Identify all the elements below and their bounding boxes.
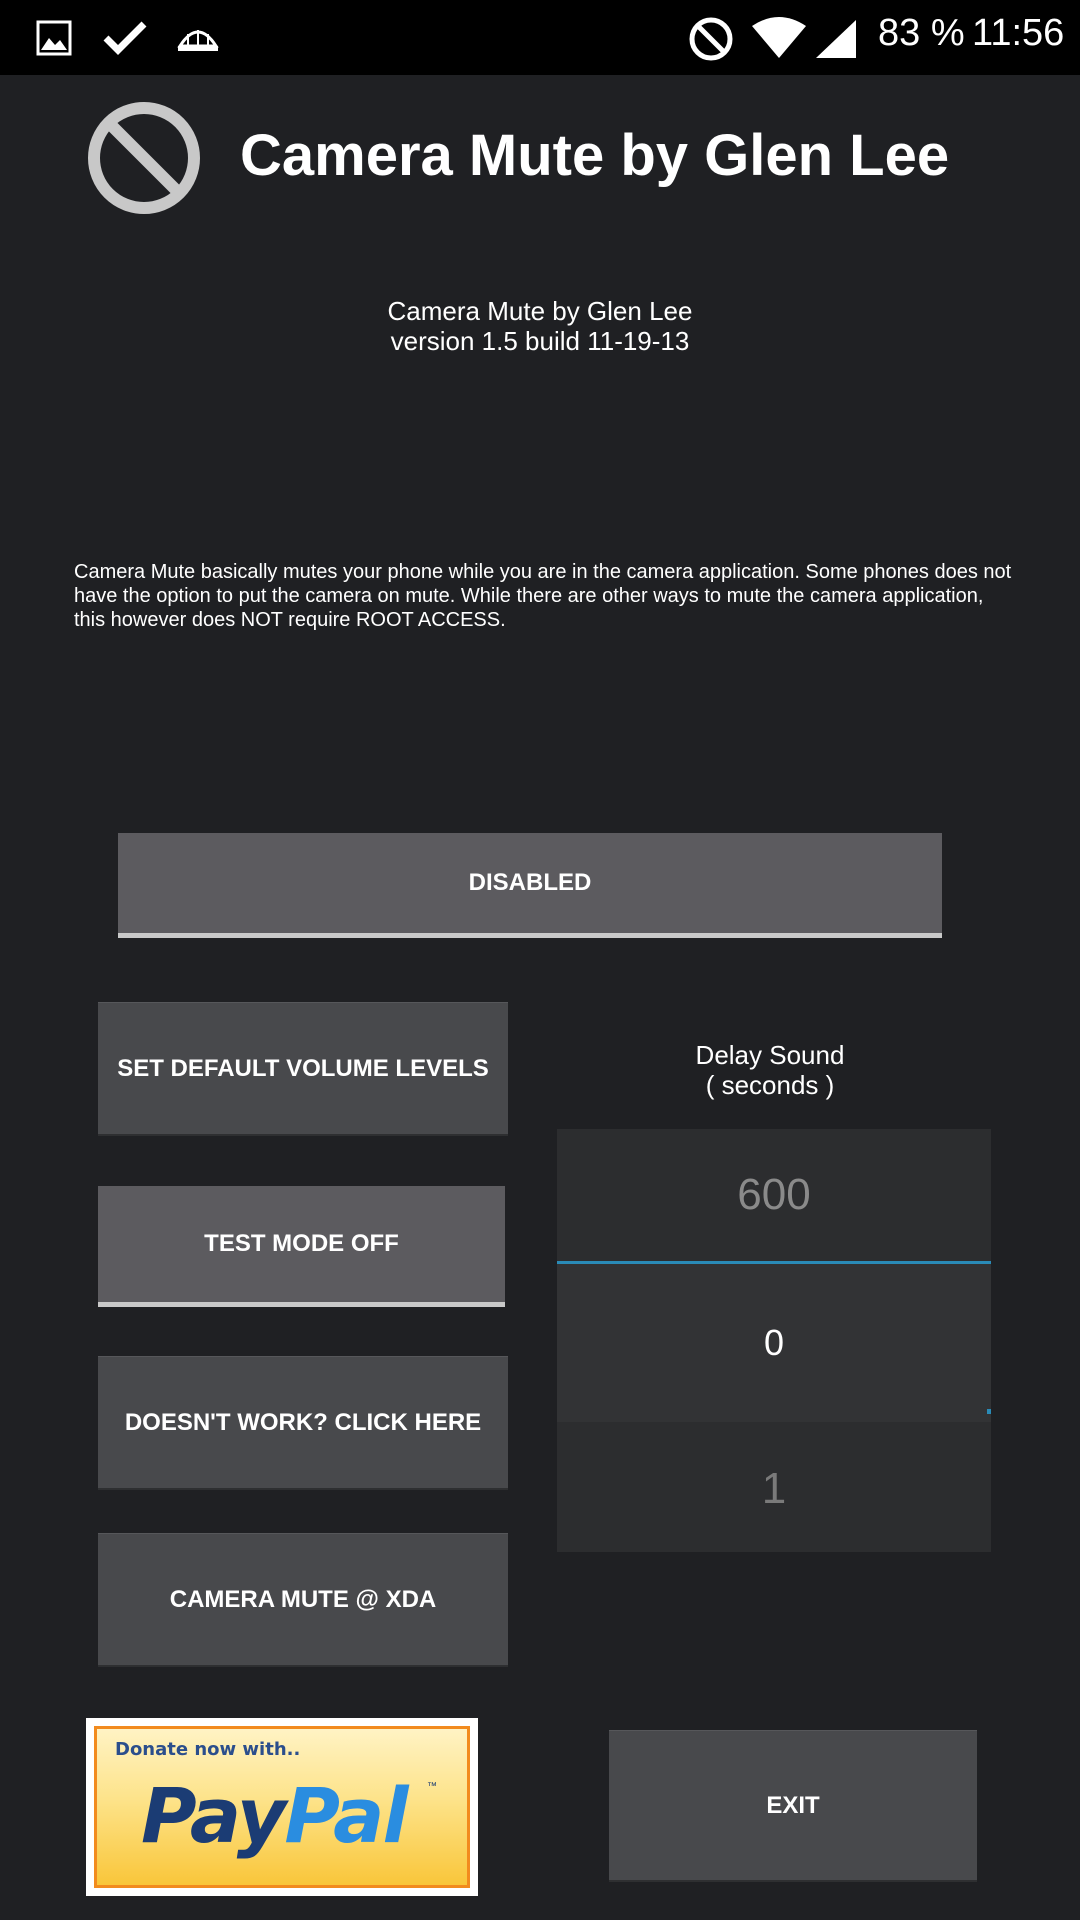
check-icon <box>102 20 148 61</box>
delay-number-picker[interactable] <box>557 1129 991 1552</box>
paypal-banner <box>94 1726 470 1888</box>
picker-divider-bottom <box>987 1409 991 1414</box>
paypal-logo-pal: Pal <box>284 1771 407 1860</box>
wifi-icon <box>750 16 808 65</box>
android-icon <box>176 24 220 59</box>
battery-percent: 83 % <box>878 12 965 54</box>
delay-sound-title: Delay Sound <box>695 1040 845 1070</box>
delay-sound-label <box>558 1040 982 1100</box>
signal-icon <box>814 18 858 65</box>
gallery-icon <box>36 20 72 61</box>
clock: 11:56 <box>972 12 1065 54</box>
exit-button[interactable]: EXIT <box>609 1730 977 1882</box>
picker-previous-value[interactable]: 600 <box>557 1129 991 1261</box>
app-title: Camera Mute by Glen Lee <box>240 123 950 188</box>
doesnt-work-button[interactable]: DOESN'T WORK? CLICK HERE <box>98 1356 508 1490</box>
about-app-name: Camera Mute by Glen Lee <box>387 296 693 326</box>
paypal-trademark: ™ <box>427 1781 437 1792</box>
mute-circle-icon <box>86 100 202 216</box>
picker-next-value[interactable]: 1 <box>557 1425 991 1552</box>
paypal-logo <box>141 1771 407 1860</box>
do-not-disturb-icon <box>688 16 734 67</box>
app-description: Camera Mute basically mutes your phone while you are in the camera application. Some phones does not have the option to put the camera on mute. While there are other ways to mute the camera application, this however does NOT require ROOT ACCESS. <box>74 561 1012 631</box>
about-version: version 1.5 build 11-19-13 <box>390 326 690 356</box>
delay-sound-unit: ( seconds ) <box>705 1070 835 1100</box>
paypal-donate-button[interactable] <box>86 1718 478 1896</box>
status-bar <box>0 0 1080 75</box>
picker-current-value[interactable]: 0 <box>557 1264 991 1422</box>
xda-link-button[interactable]: CAMERA MUTE @ XDA <box>98 1533 508 1667</box>
set-default-volume-button[interactable]: SET DEFAULT VOLUME LEVELS <box>98 1002 508 1136</box>
enable-toggle-button[interactable]: DISABLED <box>118 833 942 938</box>
paypal-logo-pay: Pay <box>141 1771 285 1860</box>
test-mode-toggle-button[interactable]: TEST MODE OFF <box>98 1186 505 1307</box>
donate-caption: Donate now with.. <box>115 1739 301 1760</box>
